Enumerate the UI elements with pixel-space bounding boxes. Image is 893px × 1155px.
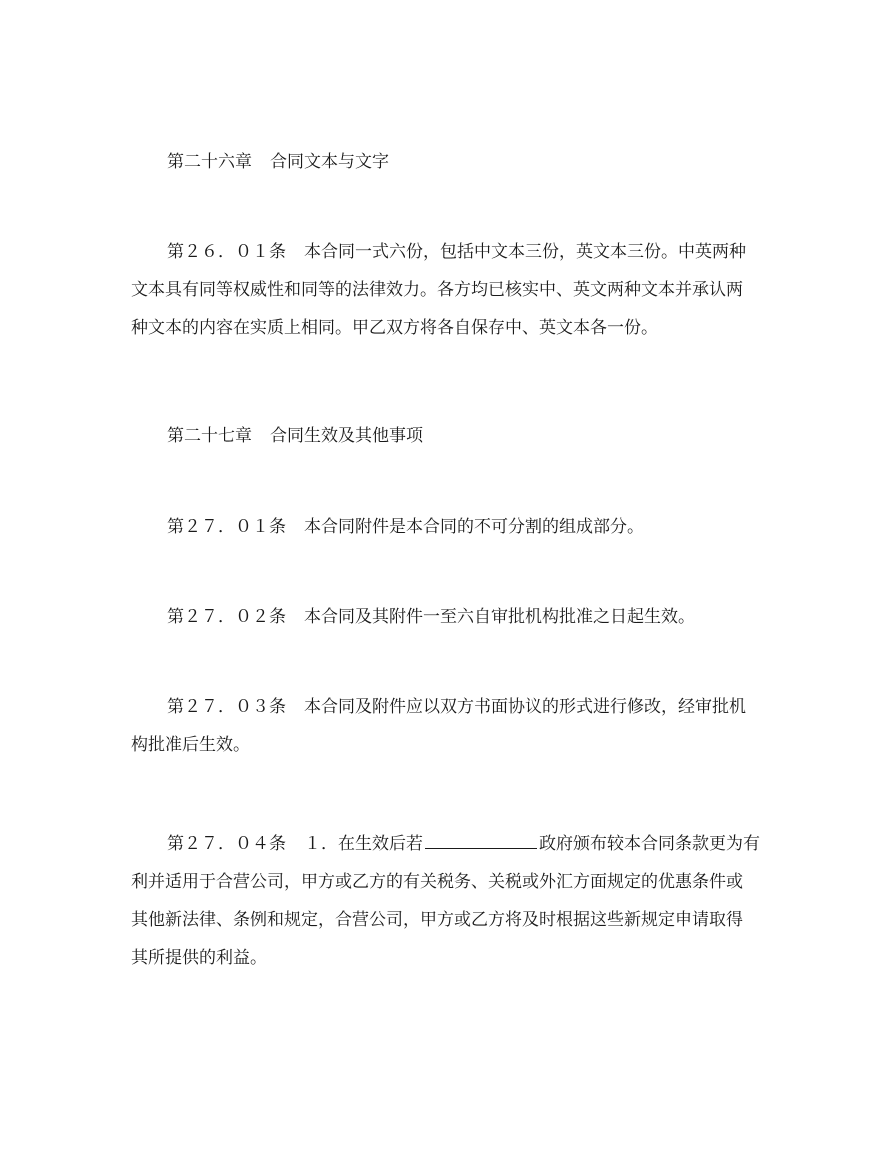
article-27-04-after-blank: 政府颁布较本合同条款更为有 — [539, 834, 760, 854]
chapter-27-number: 第二十七章 — [167, 426, 252, 446]
article-27-02 — [131, 598, 781, 636]
article-27-04-line-1 — [131, 825, 781, 863]
article-27-03-line-2: 构批准后生效。 — [131, 735, 250, 755]
article-26-01-text-1: 本合同一式六份，包括中文本三份，英文本三份。中英两种 — [304, 242, 746, 262]
article-27-03-line-1 — [131, 688, 781, 726]
article-27-04-line-2: 利并适用于合营公司，甲方或乙方的有关税务、关税或外汇方面规定的优惠条件或 — [131, 872, 743, 892]
article-27-03-text-1: 本合同及附件应以双方书面协议的形式进行修改，经审批机 — [304, 697, 746, 717]
article-27-04-number: 第２７．０４条 — [167, 834, 286, 854]
article-27-02-number: 第２７．０２条 — [167, 607, 286, 627]
chapter-26-number: 第二十六章 — [167, 152, 252, 172]
chapter-26-line — [131, 143, 781, 181]
article-27-01-number: 第２７．０１条 — [167, 517, 286, 537]
chapter-27-line — [131, 417, 781, 455]
article-27-01-line-1 — [131, 508, 781, 546]
article-27-04-line-4: 其所提供的利益。 — [131, 948, 267, 968]
article-27-01-text: 本合同附件是本合同的不可分割的组成部分。 — [304, 517, 644, 537]
article-27-04-item: １．在生效后若 — [304, 834, 423, 854]
article-27-01 — [131, 508, 781, 546]
article-26-01 — [131, 233, 781, 347]
article-27-03-number: 第２７．０３条 — [167, 697, 286, 717]
article-26-01-number: 第２６．０１条 — [167, 242, 286, 262]
chapter-26-heading — [131, 143, 781, 181]
fill-in-blank[interactable] — [425, 832, 537, 849]
article-27-03 — [131, 688, 781, 764]
article-26-01-line-2: 文本具有同等权威性和同等的法律效力。各方均已核实中、英文两种文本并承认两 — [131, 280, 743, 300]
article-26-01-line-3: 种文本的内容在实质上相同。甲乙双方将各自保存中、英文本各一份。 — [131, 318, 658, 338]
article-27-02-line-1 — [131, 598, 781, 636]
article-27-02-text: 本合同及其附件一至六自审批机构批准之日起生效。 — [304, 607, 695, 627]
article-27-04 — [131, 825, 781, 977]
article-26-01-line-1 — [131, 233, 781, 271]
chapter-27-heading — [131, 417, 781, 455]
chapter-27-title: 合同生效及其他事项 — [270, 426, 423, 446]
chapter-26-title: 合同文本与文字 — [270, 152, 389, 172]
article-27-04-line-3: 其他新法律、条例和规定，合营公司，甲方或乙方将及时根据这些新规定申请取得 — [131, 910, 743, 930]
